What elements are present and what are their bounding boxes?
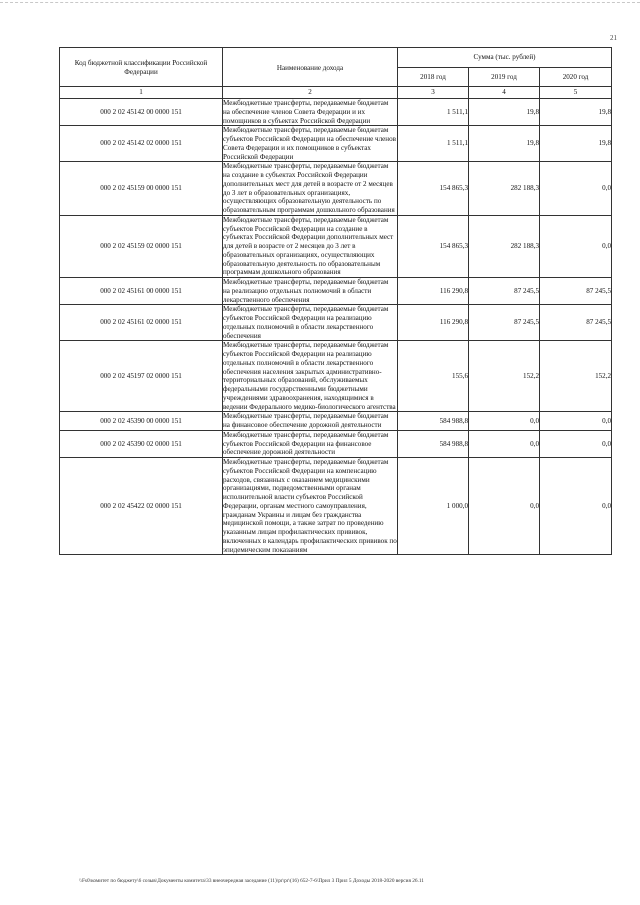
table-row	[60, 126, 612, 162]
amount-2019: 0,0	[469, 412, 540, 431]
column-number-row	[60, 87, 612, 99]
footer-file-path: \\Fs0\комитет по бюджету\6 созыв\Документы комитета\33 внеочередная заседание (11)\pr\pr\(16) 652-7-6\Прил 3 Прил 5 Доходы 2018-2020 версия 26.11	[79, 878, 424, 884]
revenue-name: Межбюджетные трансферты, передаваемые бюджетам субъектов Российской Федерации на создание в субъектах Российской Федерации дополнительных мест для детей в возрасте от 2 месяцев до 3 лет в образовательных организациях, осуществляющих образовательную деятельность по образовательным программам дошкольного образования	[223, 215, 398, 277]
revenue-name: Межбюджетные трансферты, передаваемые бюджетам субъектов Российской Федерации на обеспечение членов Совета Федерации и их помощников в субъектах Российской Федерации	[223, 126, 396, 161]
amount-2019: 0,0	[469, 430, 540, 457]
amount-2019: 87 245,5	[469, 305, 540, 341]
amount-2020: 0,0	[540, 458, 612, 555]
header-year-2019: 2019 год	[469, 68, 540, 87]
table-row	[60, 162, 612, 216]
table-row	[60, 430, 612, 457]
amount-2018: 116 290,8	[398, 278, 469, 305]
amount-2020: 0,0	[540, 215, 612, 277]
amount-2018: 584 988,8	[398, 412, 469, 431]
amount-2018: 1 511,1	[398, 99, 469, 126]
header-name: Наименование дохода	[223, 48, 398, 87]
amount-2019: 19,8	[469, 126, 540, 162]
amount-2018: 1 511,1	[398, 126, 469, 162]
amount-2019: 282 188,3	[469, 215, 540, 277]
amount-2020: 87 245,5	[540, 278, 612, 305]
revenue-name: Межбюджетные трансферты, передаваемые бюджетам субъектов Российской Федерации на реализацию отдельных полномочий в области лекарственного обеспечения населения закрытых административно-территориальных образований, обслуживаемых федеральными государственными бюджетными учреждениями здравоохранения, находящимися в ведении Федерального медико-биологического агентства	[223, 341, 396, 411]
budget-code: 000 2 02 45159 02 0000 151	[60, 215, 223, 277]
revenue-name: Межбюджетные трансферты, передаваемые бюджетам на финансовое обеспечение дорожной деятельности	[223, 412, 398, 431]
amount-2018: 154 865,3	[398, 215, 469, 277]
amount-2020: 0,0	[540, 430, 612, 457]
column-number: 5	[540, 87, 612, 99]
amount-2018: 155,6	[398, 341, 469, 412]
column-number: 3	[398, 87, 469, 99]
revenue-name: Межбюджетные трансферты, передаваемые бюджетам на обеспечение членов Совета Федерации и их помощников в субъектах Российской Федерации	[223, 99, 398, 126]
amount-2020: 0,0	[540, 162, 612, 216]
budget-code: 000 2 02 45142 02 0000 151	[60, 126, 223, 162]
amount-2018: 1 000,0	[398, 458, 469, 555]
budget-code: 000 2 02 45390 00 0000 151	[60, 412, 223, 431]
column-number: 1	[60, 87, 223, 99]
page-number: 21	[610, 34, 617, 42]
amount-2020: 152,2	[540, 341, 612, 412]
budget-code: 000 2 02 45390 02 0000 151	[60, 430, 223, 457]
revenue-name: Межбюджетные трансферты, передаваемые бюджетам субъектов Российской Федерации на компенсацию расходов, связанных с оказанием медицинскими организациями, подведомственными органам исполнительной власти субъектов Российской Федерации, органам местного самоуправления, гражданам Украины и лицам без гражданства медицинской помощи, а также затрат по проведению указанным лицам профилактических прививок, включенных в календарь профилактических прививок по эпидемическим показаниям	[223, 458, 397, 554]
table-row	[60, 305, 612, 341]
header-year-2018: 2018 год	[398, 68, 469, 87]
amount-2018: 116 290,8	[398, 305, 469, 341]
table-row	[60, 215, 612, 277]
amount-2018: 154 865,3	[398, 162, 469, 216]
revenue-table	[59, 47, 612, 555]
amount-2020: 87 245,5	[540, 305, 612, 341]
revenue-name: Межбюджетные трансферты, передаваемые бюджетам субъектов Российской Федерации на реализацию отдельных полномочий в области лекарственного обеспечения	[223, 305, 398, 341]
amount-2019: 0,0	[469, 458, 540, 555]
table-row	[60, 99, 612, 126]
revenue-name: Межбюджетные трансферты, передаваемые бюджетам на создание в субъектах Российской Федерации дополнительных мест для детей в возрасте от 2 месяцев до 3 лет в образовательных организациях, осуществляющих образовательную деятельность по образовательным программам дошкольного образования	[223, 162, 398, 216]
amount-2019: 19,8	[469, 99, 540, 126]
table-row	[60, 458, 612, 555]
header-sum: Сумма (тыс. рублей)	[398, 48, 612, 68]
top-edge-line	[0, 2, 640, 3]
revenue-name: Межбюджетные трансферты, передаваемые бюджетам на реализацию отдельных полномочий в области лекарственного обеспечения	[223, 278, 398, 305]
budget-code: 000 2 02 45161 02 0000 151	[60, 305, 223, 341]
budget-code: 000 2 02 45159 00 0000 151	[60, 162, 223, 216]
budget-code: 000 2 02 45161 00 0000 151	[60, 278, 223, 305]
amount-2020: 19,8	[540, 126, 612, 162]
amount-2020: 19,8	[540, 99, 612, 126]
budget-code: 000 2 02 45422 02 0000 151	[60, 458, 223, 555]
revenue-name: Межбюджетные трансферты, передаваемые бюджетам субъектов Российской Федерации на финансовое обеспечение дорожной деятельности	[223, 430, 398, 457]
column-number: 2	[223, 87, 398, 99]
table-row	[60, 412, 612, 431]
column-number: 4	[469, 87, 540, 99]
amount-2019: 87 245,5	[469, 278, 540, 305]
amount-2020: 0,0	[540, 412, 612, 431]
amount-2018: 584 988,8	[398, 430, 469, 457]
table-row	[60, 278, 612, 305]
amount-2019: 152,2	[469, 341, 540, 412]
budget-code: 000 2 02 45197 02 0000 151	[60, 341, 223, 412]
budget-code: 000 2 02 45142 00 0000 151	[60, 99, 223, 126]
header-code: Код бюджетной классификации Российской Федерации	[60, 48, 223, 87]
amount-2019: 282 188,3	[469, 162, 540, 216]
header-year-2020: 2020 год	[540, 68, 612, 87]
table-row	[60, 341, 612, 412]
